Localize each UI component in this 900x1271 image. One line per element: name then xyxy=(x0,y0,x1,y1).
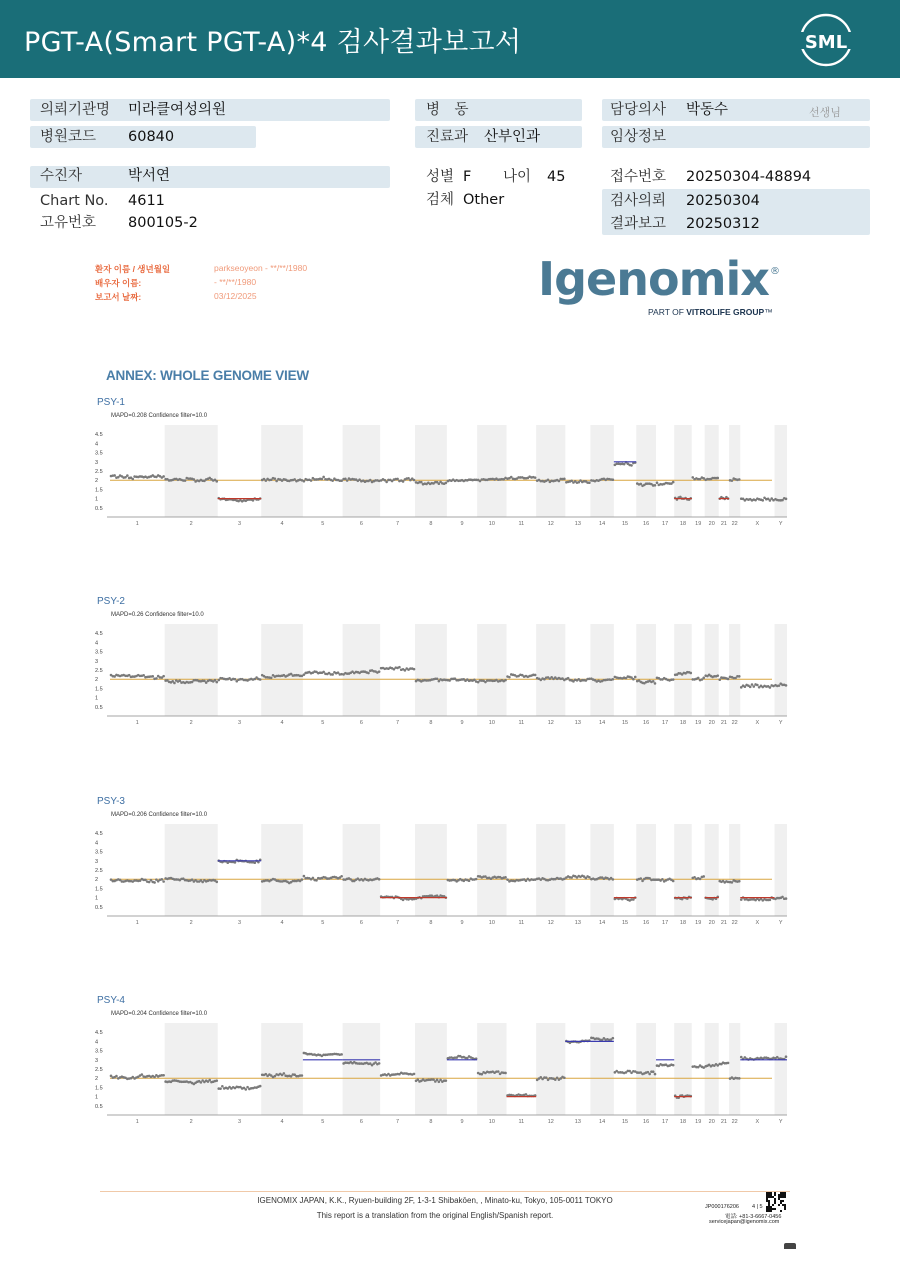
footer-phone: 電話: +81-3-6667-0456 xyxy=(725,1214,782,1220)
patient-info-key: 보고서 날짜: xyxy=(95,292,142,302)
x-tick-label: X xyxy=(755,1119,760,1125)
x-tick-label: 5 xyxy=(321,521,325,527)
chart-title: PSY-1 xyxy=(97,397,125,408)
chromosome-band xyxy=(477,1023,506,1115)
x-tick-label: X xyxy=(755,920,760,926)
field-value: F xyxy=(463,169,472,185)
x-tick-label: 22 xyxy=(731,720,738,726)
x-tick-label: 12 xyxy=(547,521,554,527)
x-tick-label: 3 xyxy=(237,521,242,527)
chromosome-band xyxy=(674,425,692,517)
y-tick-label: 2 xyxy=(95,1076,99,1083)
copy-number-points xyxy=(740,496,775,501)
x-tick-label: 15 xyxy=(621,920,629,926)
copy-number-points xyxy=(110,474,165,480)
copy-number-points xyxy=(447,677,478,682)
copy-number-points xyxy=(656,676,675,681)
x-tick-label: 10 xyxy=(488,920,495,926)
x-tick-label: 18 xyxy=(679,1119,687,1125)
copy-number-points xyxy=(656,481,675,486)
copy-number-points xyxy=(303,875,343,882)
chromosome-band xyxy=(729,824,740,916)
copy-number-points xyxy=(447,478,478,482)
footer-divider xyxy=(100,1191,790,1192)
field-label: 병 동 xyxy=(426,102,469,118)
x-tick-label: 10 xyxy=(488,1119,495,1125)
copy-number-points xyxy=(303,476,343,483)
x-tick-label: 20 xyxy=(708,521,715,527)
x-tick-label: 21 xyxy=(720,720,727,726)
x-tick-label: 11 xyxy=(518,1119,525,1125)
field-label: 임상정보 xyxy=(610,129,667,145)
x-tick-label: 17 xyxy=(662,1119,669,1125)
chromosome-band xyxy=(343,425,381,517)
y-tick-label: 2.5 xyxy=(95,868,103,874)
genome-plot xyxy=(95,425,790,543)
field-value: 산부인과 xyxy=(484,129,541,145)
chromosome-band xyxy=(674,1023,692,1115)
x-tick-label: 8 xyxy=(429,720,433,726)
y-tick-label: 0.5 xyxy=(95,1103,103,1110)
x-tick-label: Y xyxy=(778,1119,783,1125)
field-value: 4611 xyxy=(128,193,165,209)
y-tick-label: 4 xyxy=(95,640,99,647)
igenomix-wordmark: Igenomix xyxy=(538,252,769,306)
x-tick-label: X xyxy=(755,521,760,527)
registered-mark: ® xyxy=(770,266,780,277)
x-tick-label: 17 xyxy=(662,720,669,726)
y-tick-label: 1.5 xyxy=(95,886,103,893)
field-label: 검체 xyxy=(426,192,455,208)
x-tick-label: 13 xyxy=(574,521,581,527)
footer-address: IGENOMIX JAPAN, K.K., Ryuen-building 2F, 1-3-1 Shibakōen, , Minato-ku, Tokyo, 105-0011 TOKYO xyxy=(257,1196,613,1205)
x-tick-label: 6 xyxy=(359,521,363,527)
genome-plot xyxy=(95,624,790,742)
x-tick-label: Y xyxy=(778,720,783,726)
chromosome-band xyxy=(415,1023,447,1115)
x-tick-label: 18 xyxy=(679,720,687,726)
field-value: 박동수 xyxy=(686,102,729,118)
copy-number-points xyxy=(506,475,536,480)
y-tick-label: 1.5 xyxy=(95,487,103,494)
footer-note: This report is a translation from the original English/Spanish report. xyxy=(316,1211,554,1220)
field-value: 800105-2 xyxy=(128,215,198,231)
y-tick-label: 0.5 xyxy=(95,704,103,711)
igenomix-logo xyxy=(530,252,790,324)
chromosome-band xyxy=(477,425,506,517)
x-tick-label: 14 xyxy=(599,720,606,726)
y-tick-label: 2.5 xyxy=(95,469,103,475)
copy-number-points xyxy=(380,477,415,483)
x-tick-label: 16 xyxy=(643,720,650,726)
y-tick-label: 3.5 xyxy=(95,649,103,656)
sml-logo-icon xyxy=(796,10,856,70)
field-value: 박서연 xyxy=(128,168,171,184)
x-tick-label: 5 xyxy=(321,720,325,726)
chromosome-band xyxy=(590,624,613,716)
qr-code-icon xyxy=(766,1192,786,1212)
y-tick-label: 0.5 xyxy=(95,904,103,911)
x-tick-label: 13 xyxy=(574,720,581,726)
x-tick-label: 13 xyxy=(574,1119,581,1125)
x-tick-label: 9 xyxy=(460,720,464,726)
field-value: 미라클여성의원 xyxy=(128,102,227,118)
x-tick-label: 5 xyxy=(321,1119,325,1125)
y-tick-label: 3.5 xyxy=(95,1048,103,1055)
sml-logo-text: SML xyxy=(804,32,848,53)
x-tick-label: 19 xyxy=(695,521,702,527)
patient-info-value: - **/**/1980 xyxy=(214,277,257,287)
x-tick-label: 16 xyxy=(643,521,650,527)
x-tick-label: 1 xyxy=(135,720,139,726)
copy-number-points xyxy=(110,1073,165,1080)
chart-title: PSY-3 xyxy=(97,796,125,807)
x-tick-label: 20 xyxy=(708,920,715,926)
field-label: 고유번호 xyxy=(40,215,97,231)
field-label: 나이 xyxy=(503,169,532,185)
footer-doc-code: JP000176206 xyxy=(705,1204,739,1210)
chromosome-band xyxy=(165,425,218,517)
chromosome-band xyxy=(415,824,447,916)
chromosome-band xyxy=(774,624,787,716)
chart-title: PSY-4 xyxy=(97,995,125,1006)
field-label: 담당의사 xyxy=(610,102,667,118)
igenomix-tagline: PART OF VITROLIFE GROUP™ xyxy=(648,307,773,317)
chromosome-band xyxy=(590,425,613,517)
y-tick-label: 2 xyxy=(95,478,99,485)
chromosome-band xyxy=(477,824,506,916)
y-tick-label: 1 xyxy=(95,895,99,902)
copy-number-points xyxy=(380,1072,415,1077)
patient-info-value: 03/12/2025 xyxy=(214,291,257,301)
copy-number-points xyxy=(565,677,591,683)
x-tick-label: 21 xyxy=(720,521,727,527)
x-tick-label: 20 xyxy=(708,1119,715,1125)
chart-subtitle: MAPD=0.206 Confidence filter=10.0 xyxy=(111,812,208,818)
y-tick-label: 0.5 xyxy=(95,505,103,512)
chromosome-band xyxy=(636,624,656,716)
copy-number-points xyxy=(614,1070,637,1075)
x-tick-label: X xyxy=(755,720,760,726)
x-tick-label: 9 xyxy=(460,521,464,527)
annex-title: ANNEX: WHOLE GENOME VIEW xyxy=(106,368,309,383)
x-tick-label: 3 xyxy=(237,1119,242,1125)
x-tick-label: 19 xyxy=(695,1119,702,1125)
copy-number-points xyxy=(656,1063,675,1067)
field-value: 45 xyxy=(547,169,566,185)
field-label: 진료과 xyxy=(426,129,469,145)
x-tick-label: 22 xyxy=(731,521,738,527)
field-label: 성별 xyxy=(426,169,455,185)
field-label: 결과보고 xyxy=(610,216,667,232)
copy-number-points xyxy=(718,676,729,681)
field-value: 20250304 xyxy=(686,193,760,209)
copy-number-points xyxy=(691,1064,705,1069)
x-tick-label: 12 xyxy=(547,1119,554,1125)
y-tick-label: 2 xyxy=(95,877,99,884)
x-tick-label: 4 xyxy=(280,720,284,726)
header-banner xyxy=(0,0,900,78)
x-tick-label: 2 xyxy=(189,1119,193,1125)
field-label: 의뢰기관명 xyxy=(40,102,111,118)
chromosome-band xyxy=(674,624,692,716)
y-tick-label: 4.5 xyxy=(95,432,103,439)
chromosome-band xyxy=(590,824,613,916)
x-tick-label: 16 xyxy=(643,1119,650,1125)
field-value: Other xyxy=(463,192,505,208)
field-value: 20250304-48894 xyxy=(686,169,812,185)
x-tick-label: 20 xyxy=(708,720,715,726)
x-tick-label: 16 xyxy=(643,920,650,926)
x-tick-label: 11 xyxy=(518,521,525,527)
x-tick-label: 9 xyxy=(460,1119,464,1125)
x-tick-label: 22 xyxy=(731,1119,738,1125)
chromosome-band xyxy=(343,824,381,916)
field-label: 병원코드 xyxy=(40,129,97,145)
page-corner-mark xyxy=(784,1243,796,1249)
chart-subtitle: MAPD=0.204 Confidence filter=10.0 xyxy=(111,1011,208,1017)
y-tick-label: 4 xyxy=(95,1039,99,1046)
x-tick-label: 5 xyxy=(321,920,325,926)
copy-number-points xyxy=(614,675,637,680)
chromosome-band xyxy=(261,1023,303,1115)
patient-info-key: 배우자 이름: xyxy=(95,278,142,288)
y-tick-label: 1 xyxy=(95,496,99,503)
x-tick-label: 11 xyxy=(518,920,525,926)
y-tick-label: 3.5 xyxy=(95,450,103,457)
field-label: 수진자 xyxy=(40,168,83,184)
x-tick-label: 2 xyxy=(189,521,193,527)
chromosome-band xyxy=(674,824,692,916)
chromosome-band xyxy=(536,824,565,916)
chromosome-band xyxy=(729,425,740,517)
x-tick-label: 4 xyxy=(280,1119,284,1125)
x-tick-label: 11 xyxy=(518,720,525,726)
x-tick-label: 8 xyxy=(429,521,433,527)
chromosome-band xyxy=(165,1023,218,1115)
chromosome-band xyxy=(536,1023,565,1115)
chromosome-band xyxy=(729,1023,740,1115)
y-tick-label: 2 xyxy=(95,677,99,684)
doctor-suffix: 선생님 xyxy=(809,106,841,119)
x-tick-label: 22 xyxy=(731,920,738,926)
x-tick-label: 6 xyxy=(359,1119,363,1125)
y-tick-label: 4 xyxy=(95,441,99,448)
chromosome-band xyxy=(477,624,506,716)
chromosome-band xyxy=(636,1023,656,1115)
chart-subtitle: MAPD=0.208 Confidence filter=10.0 xyxy=(111,413,208,419)
x-tick-label: 13 xyxy=(574,920,581,926)
copy-number-points xyxy=(217,497,261,503)
x-tick-label: 3 xyxy=(237,920,242,926)
x-tick-label: 7 xyxy=(396,920,400,926)
x-tick-label: Y xyxy=(778,920,783,926)
field-label: 검사의뢰 xyxy=(610,193,667,209)
x-tick-label: 2 xyxy=(189,720,193,726)
y-tick-label: 3.5 xyxy=(95,849,103,856)
report-title: PGT-A(Smart PGT-A)*4 검사결과보고서 xyxy=(24,27,522,58)
y-tick-label: 1 xyxy=(95,1094,99,1101)
y-tick-label: 1.5 xyxy=(95,686,103,693)
y-tick-label: 4.5 xyxy=(95,631,103,638)
y-tick-label: 3 xyxy=(95,1057,99,1064)
footer-email: servicejapan@igenomix.com xyxy=(709,1219,780,1225)
y-tick-label: 1.5 xyxy=(95,1085,103,1092)
chromosome-band xyxy=(261,425,303,517)
copy-number-points xyxy=(447,877,478,882)
chart-title: PSY-2 xyxy=(97,596,125,607)
x-tick-label: 17 xyxy=(662,920,669,926)
x-tick-label: 15 xyxy=(621,1119,629,1125)
chromosome-band xyxy=(774,824,787,916)
genome-plot xyxy=(95,824,790,942)
x-tick-label: 8 xyxy=(429,1119,433,1125)
chromosome-band xyxy=(343,624,381,716)
x-tick-label: 4 xyxy=(280,521,284,527)
copy-number-points xyxy=(217,676,261,682)
y-tick-label: 3 xyxy=(95,459,99,466)
chromosome-band xyxy=(536,624,565,716)
x-tick-label: 1 xyxy=(135,521,139,527)
copy-number-points xyxy=(691,677,705,682)
patient-info-value: parkseoyeon - **/**/1980 xyxy=(214,263,308,273)
x-tick-label: 21 xyxy=(720,1119,727,1125)
chromosome-band xyxy=(729,624,740,716)
chromosome-band xyxy=(415,425,447,517)
y-tick-label: 2.5 xyxy=(95,1067,103,1073)
x-tick-label: 7 xyxy=(396,521,400,527)
copy-number-points xyxy=(506,673,536,678)
y-tick-label: 4.5 xyxy=(95,831,103,838)
footer-page-number: 4 | 5 xyxy=(752,1204,763,1210)
x-tick-label: 19 xyxy=(695,920,702,926)
x-tick-label: 14 xyxy=(599,1119,606,1125)
y-tick-label: 1 xyxy=(95,695,99,702)
x-tick-label: 2 xyxy=(189,920,193,926)
x-tick-label: 10 xyxy=(488,720,495,726)
x-tick-label: 12 xyxy=(547,920,554,926)
chromosome-band xyxy=(636,425,656,517)
field-label: 접수번호 xyxy=(610,169,667,185)
x-tick-label: 6 xyxy=(359,720,363,726)
x-tick-label: 14 xyxy=(599,920,606,926)
chromosome-band xyxy=(415,624,447,716)
copy-number-points xyxy=(718,1061,729,1065)
field-label: Chart No. xyxy=(40,193,109,209)
copy-number-points xyxy=(217,1085,261,1091)
chromosome-band xyxy=(165,624,218,716)
y-tick-label: 3 xyxy=(95,858,99,865)
x-tick-label: 10 xyxy=(488,521,495,527)
x-tick-label: 7 xyxy=(396,720,400,726)
chromosome-band xyxy=(165,824,218,916)
chromosome-band xyxy=(261,824,303,916)
x-tick-label: 17 xyxy=(662,521,669,527)
chromosome-band xyxy=(705,824,719,916)
patient-info-key: 환자 이름 / 생년월일 xyxy=(95,264,171,274)
chromosome-band xyxy=(536,425,565,517)
chromosome-band xyxy=(774,425,787,517)
copy-number-points xyxy=(565,874,591,879)
x-tick-label: 15 xyxy=(621,521,629,527)
copy-number-points xyxy=(380,666,415,672)
copy-number-points xyxy=(110,878,165,884)
copy-number-points xyxy=(303,1052,343,1058)
field-value: 20250312 xyxy=(686,216,760,232)
x-tick-label: 1 xyxy=(135,920,139,926)
x-tick-label: 18 xyxy=(679,521,687,527)
chromosome-band xyxy=(774,1023,787,1115)
chromosome-band xyxy=(705,425,719,517)
x-tick-label: 18 xyxy=(679,920,687,926)
chromosome-band xyxy=(590,1023,613,1115)
chromosome-band xyxy=(343,1023,381,1115)
x-tick-label: 6 xyxy=(359,920,363,926)
y-tick-label: 3 xyxy=(95,658,99,665)
chromosome-band xyxy=(705,624,719,716)
copy-number-points xyxy=(303,670,343,676)
x-tick-label: 9 xyxy=(460,920,464,926)
x-tick-label: 7 xyxy=(396,1119,400,1125)
y-tick-label: 2.5 xyxy=(95,668,103,674)
chart-subtitle: MAPD=0.26 Confidence filter=10.0 xyxy=(111,612,204,618)
chromosome-band xyxy=(705,1023,719,1115)
y-tick-label: 4.5 xyxy=(95,1030,103,1037)
x-tick-label: 4 xyxy=(280,920,284,926)
field-value: 60840 xyxy=(128,129,175,145)
x-tick-label: 12 xyxy=(547,720,554,726)
copy-number-points xyxy=(740,683,775,689)
copy-number-points xyxy=(506,878,536,883)
x-tick-label: 3 xyxy=(237,720,242,726)
copy-number-points xyxy=(656,878,675,883)
y-tick-label: 4 xyxy=(95,840,99,847)
genome-plot xyxy=(95,1023,790,1141)
x-tick-label: 15 xyxy=(621,720,629,726)
x-tick-label: 21 xyxy=(720,920,727,926)
x-tick-label: 8 xyxy=(429,920,433,926)
chromosome-band xyxy=(636,824,656,916)
x-tick-label: 14 xyxy=(599,521,606,527)
x-tick-label: Y xyxy=(778,521,783,527)
chromosome-band xyxy=(261,624,303,716)
copy-number-points xyxy=(718,880,729,884)
x-tick-label: 19 xyxy=(695,720,702,726)
x-tick-label: 1 xyxy=(135,1119,139,1125)
